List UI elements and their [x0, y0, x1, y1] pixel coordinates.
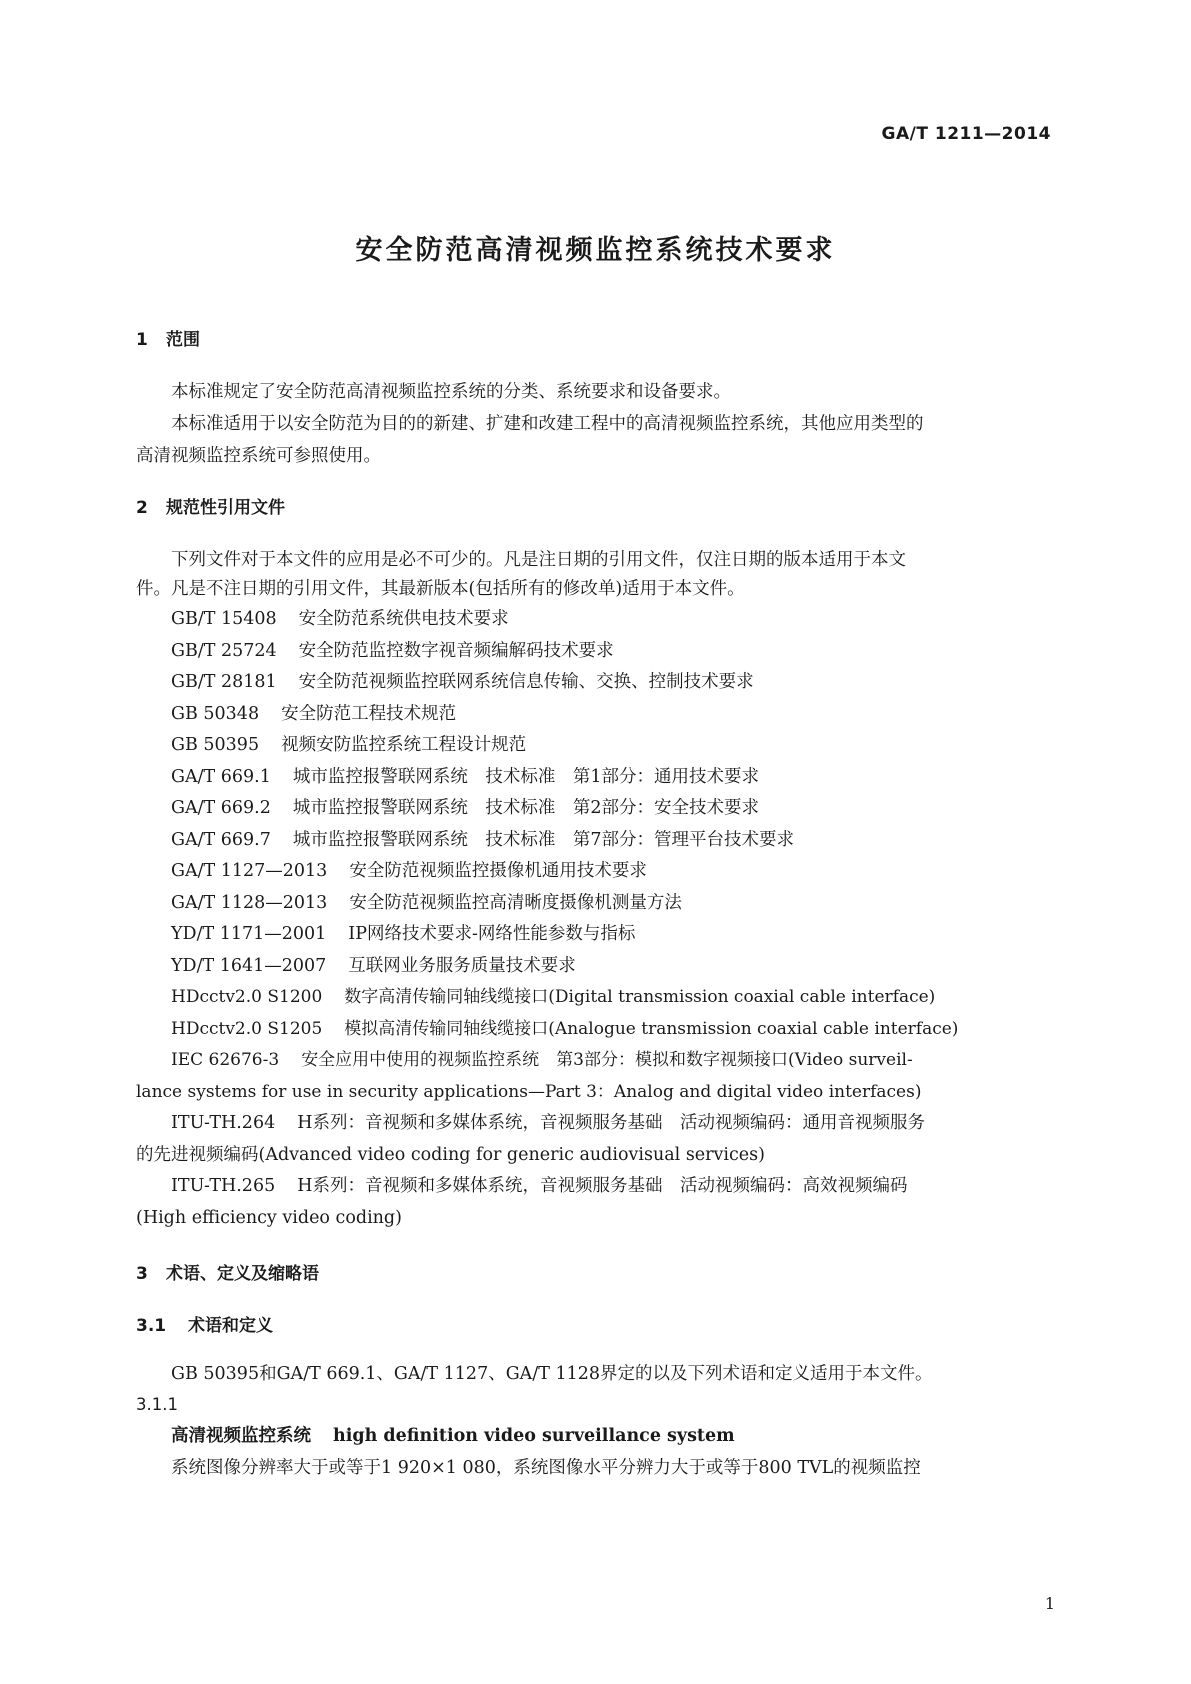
reference-item	[136, 888, 1051, 920]
reference-code: ITU-TH.265	[171, 1176, 276, 1196]
reference-item	[136, 604, 1051, 636]
reference-code: GB/T 28181	[171, 672, 277, 692]
section-1-title: 范围	[166, 330, 200, 350]
reference-item	[136, 636, 1051, 668]
reference-code: GB 50395	[171, 735, 260, 755]
reference-code: ITU-TH.264	[171, 1113, 276, 1133]
subsection-3-1-heading	[136, 1314, 1051, 1338]
reference-title: 安全防范监控数字视音频编解码技术要求	[298, 640, 614, 661]
reference-item	[136, 793, 1051, 825]
reference-title: IP网络技术要求-网络性能参数与指标	[348, 924, 636, 944]
scope-paragraph-1: 本标准规定了安全防范高清视频监控系统的分类、系统要求和设备要求。	[171, 382, 731, 402]
reference-title-line-1: H系列：音视频和多媒体系统，音视频服务基础 活动视频编码：高效视频编码	[297, 1176, 908, 1196]
reference-item	[136, 856, 1051, 888]
scope-paragraph-2-line-1: 本标准适用于以安全防范为目的的新建、扩建和改建工程中的高清视频监控系统，其他应用类型的	[171, 414, 924, 434]
reference-code: GA/T 669.7	[171, 829, 271, 850]
subsection-3-1-number: 3.1	[136, 1316, 167, 1336]
term-title-zh: 高清视频监控系统	[171, 1426, 311, 1446]
reference-code: GA/T 1128—2013	[171, 892, 328, 913]
term-title	[136, 1420, 1051, 1452]
normative-reference-list	[136, 604, 1051, 1234]
term-title-en: high definition video surveillance system	[333, 1426, 735, 1446]
reference-title-line-1: 安全应用中使用的视频监控系统 第3部分：模拟和数字视频接口(Video surveil-	[301, 1050, 913, 1070]
reference-code: HDcctv2.0 S1205	[171, 1018, 323, 1039]
reference-item	[136, 1171, 1051, 1203]
reference-item	[136, 919, 1051, 951]
section-2-number: 2	[136, 498, 148, 518]
section-3-heading	[136, 1262, 1051, 1286]
reference-title: 安全防范视频监控摄像机通用技术要求	[349, 861, 647, 881]
references-intro-line-1: 下列文件对于本文件的应用是必不可少的。凡是注日期的引用文件，仅注日期的版本适用于本文	[171, 550, 906, 570]
reference-title: 城市监控报警联网系统 技术标准 第2部分：安全技术要求	[292, 798, 759, 818]
terms-intro: GB 50395和GA/T 669.1、GA/T 1127、GA/T 1128界定的以及下列术语和定义适用于本文件。	[171, 1364, 933, 1384]
reference-title: 安全防范视频监控联网系统信息传输、交换、控制技术要求	[298, 672, 754, 692]
reference-title-line-2: (High efficiency video coding)	[136, 1207, 402, 1228]
term-definition: 系统图像分辨率大于或等于1 920×1 080，系统图像水平分辨力大于或等于800 TVL的视频监控	[171, 1458, 921, 1478]
reference-title-line-2: lance systems for use in security applications—Part 3：Analog and digital video interfaces)	[136, 1081, 922, 1102]
document-body	[136, 328, 1051, 1484]
reference-item	[136, 762, 1051, 794]
reference-title: 互联网业务服务质量技术要求	[348, 955, 576, 976]
reference-item	[136, 1045, 1051, 1077]
section-2-heading	[136, 496, 1051, 520]
reference-code: GA/T 669.1	[171, 766, 271, 787]
reference-title-line-1: H系列：音视频和多媒体系统，音视频服务基础 活动视频编码：通用音视频服务	[297, 1113, 925, 1133]
reference-title: 模拟高清传输同轴线缆接口(Analogue transmission coaxial cable interface)	[344, 1018, 959, 1039]
term-number: 3.1.1	[136, 1395, 178, 1414]
reference-item	[136, 825, 1051, 857]
reference-title: 安全防范系统供电技术要求	[298, 609, 509, 629]
section-1-heading	[136, 328, 1051, 352]
reference-item	[136, 699, 1051, 731]
reference-item	[136, 1014, 1051, 1046]
reference-code: YD/T 1641—2007	[171, 955, 327, 976]
reference-code: YD/T 1171—2001	[171, 924, 327, 944]
document-title: 安全防范高清视频监控系统技术要求	[355, 235, 836, 266]
reference-title: 安全防范视频监控高清晰度摄像机测量方法	[349, 892, 682, 913]
reference-code: HDcctv2.0 S1200	[171, 987, 323, 1007]
reference-title: 数字高清传输同轴线缆接口(Digital transmission coaxial cable interface)	[344, 987, 936, 1007]
scope-paragraph-2-line-2: 高清视频监控系统可参照使用。	[136, 446, 381, 466]
reference-item	[136, 730, 1051, 762]
references-intro-line-2: 件。凡是不注日期的引用文件，其最新版本(包括所有的修改单)适用于本文件。	[136, 579, 745, 599]
reference-code: IEC 62676-3	[171, 1050, 280, 1070]
reference-title: 视频安防监控系统工程设计规范	[281, 735, 527, 755]
section-3-number: 3	[136, 1264, 148, 1284]
reference-code: GB 50348	[171, 703, 260, 724]
reference-code: GB/T 25724	[171, 640, 277, 661]
reference-item	[136, 1108, 1051, 1140]
reference-item	[136, 951, 1051, 983]
reference-item	[136, 667, 1051, 699]
reference-title: 城市监控报警联网系统 技术标准 第1部分：通用技术要求	[292, 766, 759, 787]
page-number: 1	[1044, 1594, 1055, 1613]
standard-code: GA/T 1211—2014	[881, 124, 1051, 144]
section-1-number: 1	[136, 330, 148, 350]
reference-title: 城市监控报警联网系统 技术标准 第7部分：管理平台技术要求	[292, 829, 794, 850]
subsection-3-1-title: 术语和定义	[188, 1316, 273, 1336]
section-2-title: 规范性引用文件	[166, 498, 285, 518]
reference-code: GB/T 15408	[171, 609, 277, 629]
reference-code: GA/T 1127—2013	[171, 861, 328, 881]
reference-title-line-2: 的先进视频编码(Advanced video coding for generic audiovisual services)	[136, 1144, 765, 1165]
section-3-title: 术语、定义及缩略语	[166, 1264, 319, 1284]
reference-title: 安全防范工程技术规范	[281, 703, 457, 724]
reference-code: GA/T 669.2	[171, 798, 271, 818]
reference-item	[136, 982, 1051, 1014]
